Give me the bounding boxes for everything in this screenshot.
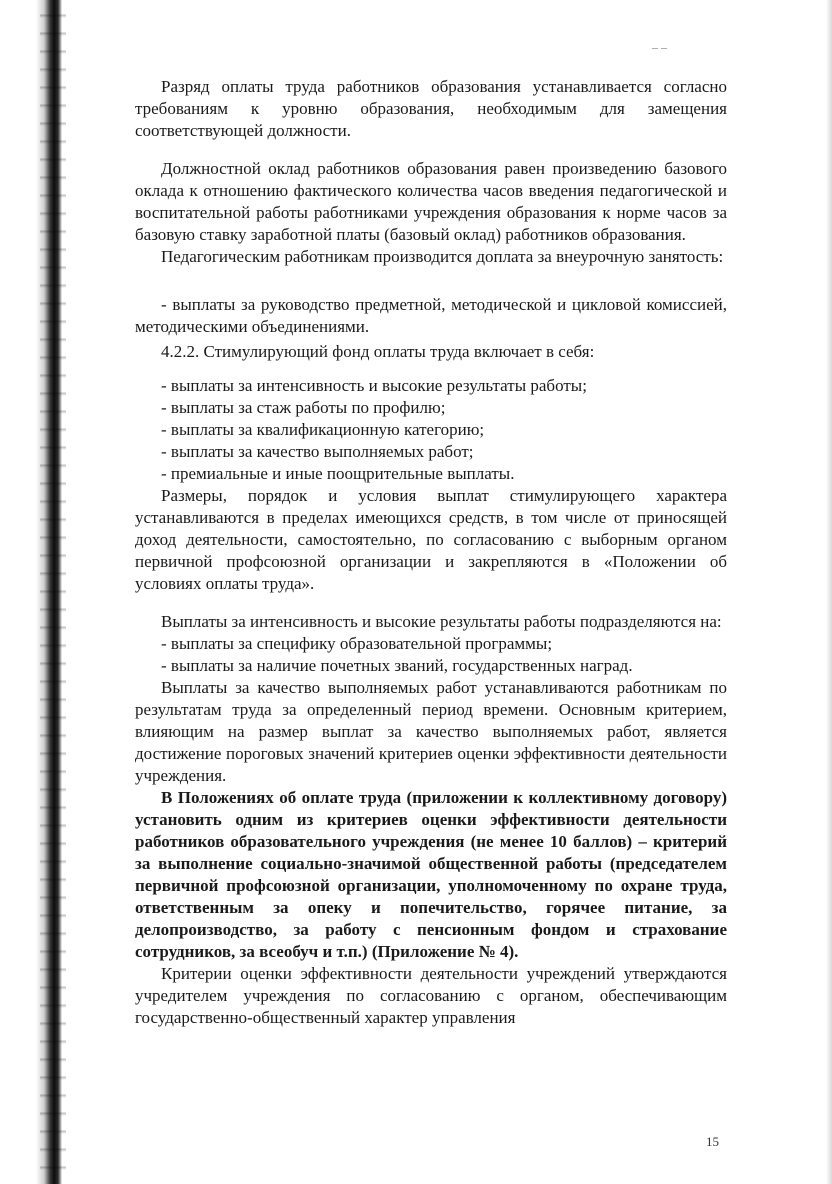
paragraph-criteria: Критерии оценки эффективности деятельности учреждений утверждаются учредителем учреждения по согласованию с органом, обеспечивающим государственно-общественный характер управления: [135, 964, 727, 1027]
list-item: - выплаты за интенсивность и высокие результаты работы;: [161, 376, 587, 395]
list-item: - выплаты за качество выполняемых работ;: [161, 442, 474, 461]
list-item: - выплаты за квалификационную категорию;: [161, 420, 485, 439]
page-edge: [826, 0, 832, 1184]
section-heading-4-2-2: 4.2.2. Стимулирующий фонд оплаты труда включает в себя:: [161, 342, 595, 361]
stimulus-list: [135, 375, 727, 485]
scan-mark: – –: [652, 40, 667, 54]
document-body: [135, 76, 727, 1029]
paragraph-extra-pay: Педагогическим работникам производится доплата за внеурочную занятость:: [161, 247, 724, 266]
paragraph-bold-regulation: В Положениях об оплате труда (приложении к коллективному договору) установить одним из критериев оценки эффективности деятельности работников образовательного учреждения (не менее 10 баллов) – критерий за выполнение социально-значимой общественной работы (председателем первичной профсоюзной организации, уполномоченному по охране труда, ответственным за опеку и попечительство, горячее питание, за делопроизводство, за работу с пенсионным фондом и страхование сотрудников, за всеобуч и т.п.) (Приложение № 4).: [135, 788, 727, 961]
paragraph-intensity: Выплаты за интенсивность и высокие результаты работы подразделяются на:: [161, 612, 722, 631]
paragraph-sizes: Размеры, порядок и условия выплат стимулирующего характера устанавливаются в пределах имеющихся средств, в том числе от приносящей доход деятельности, самостоятельно, по согласованию с выборным органом первичной профсоюзной организации и закрепляются в «Положении об условиях оплаты труда».: [135, 486, 727, 593]
intensity-list: [135, 633, 727, 677]
list-item: - выплаты за специфику образовательной программы;: [161, 634, 553, 653]
binding-shadow: [40, 0, 66, 1184]
list-item: - выплаты за стаж работы по профилю;: [161, 398, 446, 417]
paragraph-commission: - выплаты за руководство предметной, методической и цикловой комиссией, методическими объединениями.: [135, 295, 727, 336]
paragraph-quality: Выплаты за качество выполняемых работ устанавливаются работникам по результатам труда за определенный период времени. Основным критерием, влияющим на размер выплат за качество выполняемых работ, является достижение пороговых значений критериев оценки эффективности деятельности учреждения.: [135, 678, 727, 785]
paragraph-rank: Разряд оплаты труда работников образования устанавливается согласно требованиям к уровню образования, необходимым для замещения соответствующей должности.: [135, 77, 727, 140]
list-item: - премиальные и иные поощрительные выплаты.: [161, 464, 515, 483]
paragraph-salary: Должностной оклад работников образования равен произведению базового оклада к отношению фактического количества часов введения педагогической и воспитательной работы работниками учреждения образования к норме часов за базовую ставку заработной платы (базовый оклад) работников образования.: [135, 159, 727, 244]
page-number: 15: [706, 1134, 719, 1149]
list-item: - выплаты за наличие почетных званий, государственных наград.: [161, 656, 633, 675]
